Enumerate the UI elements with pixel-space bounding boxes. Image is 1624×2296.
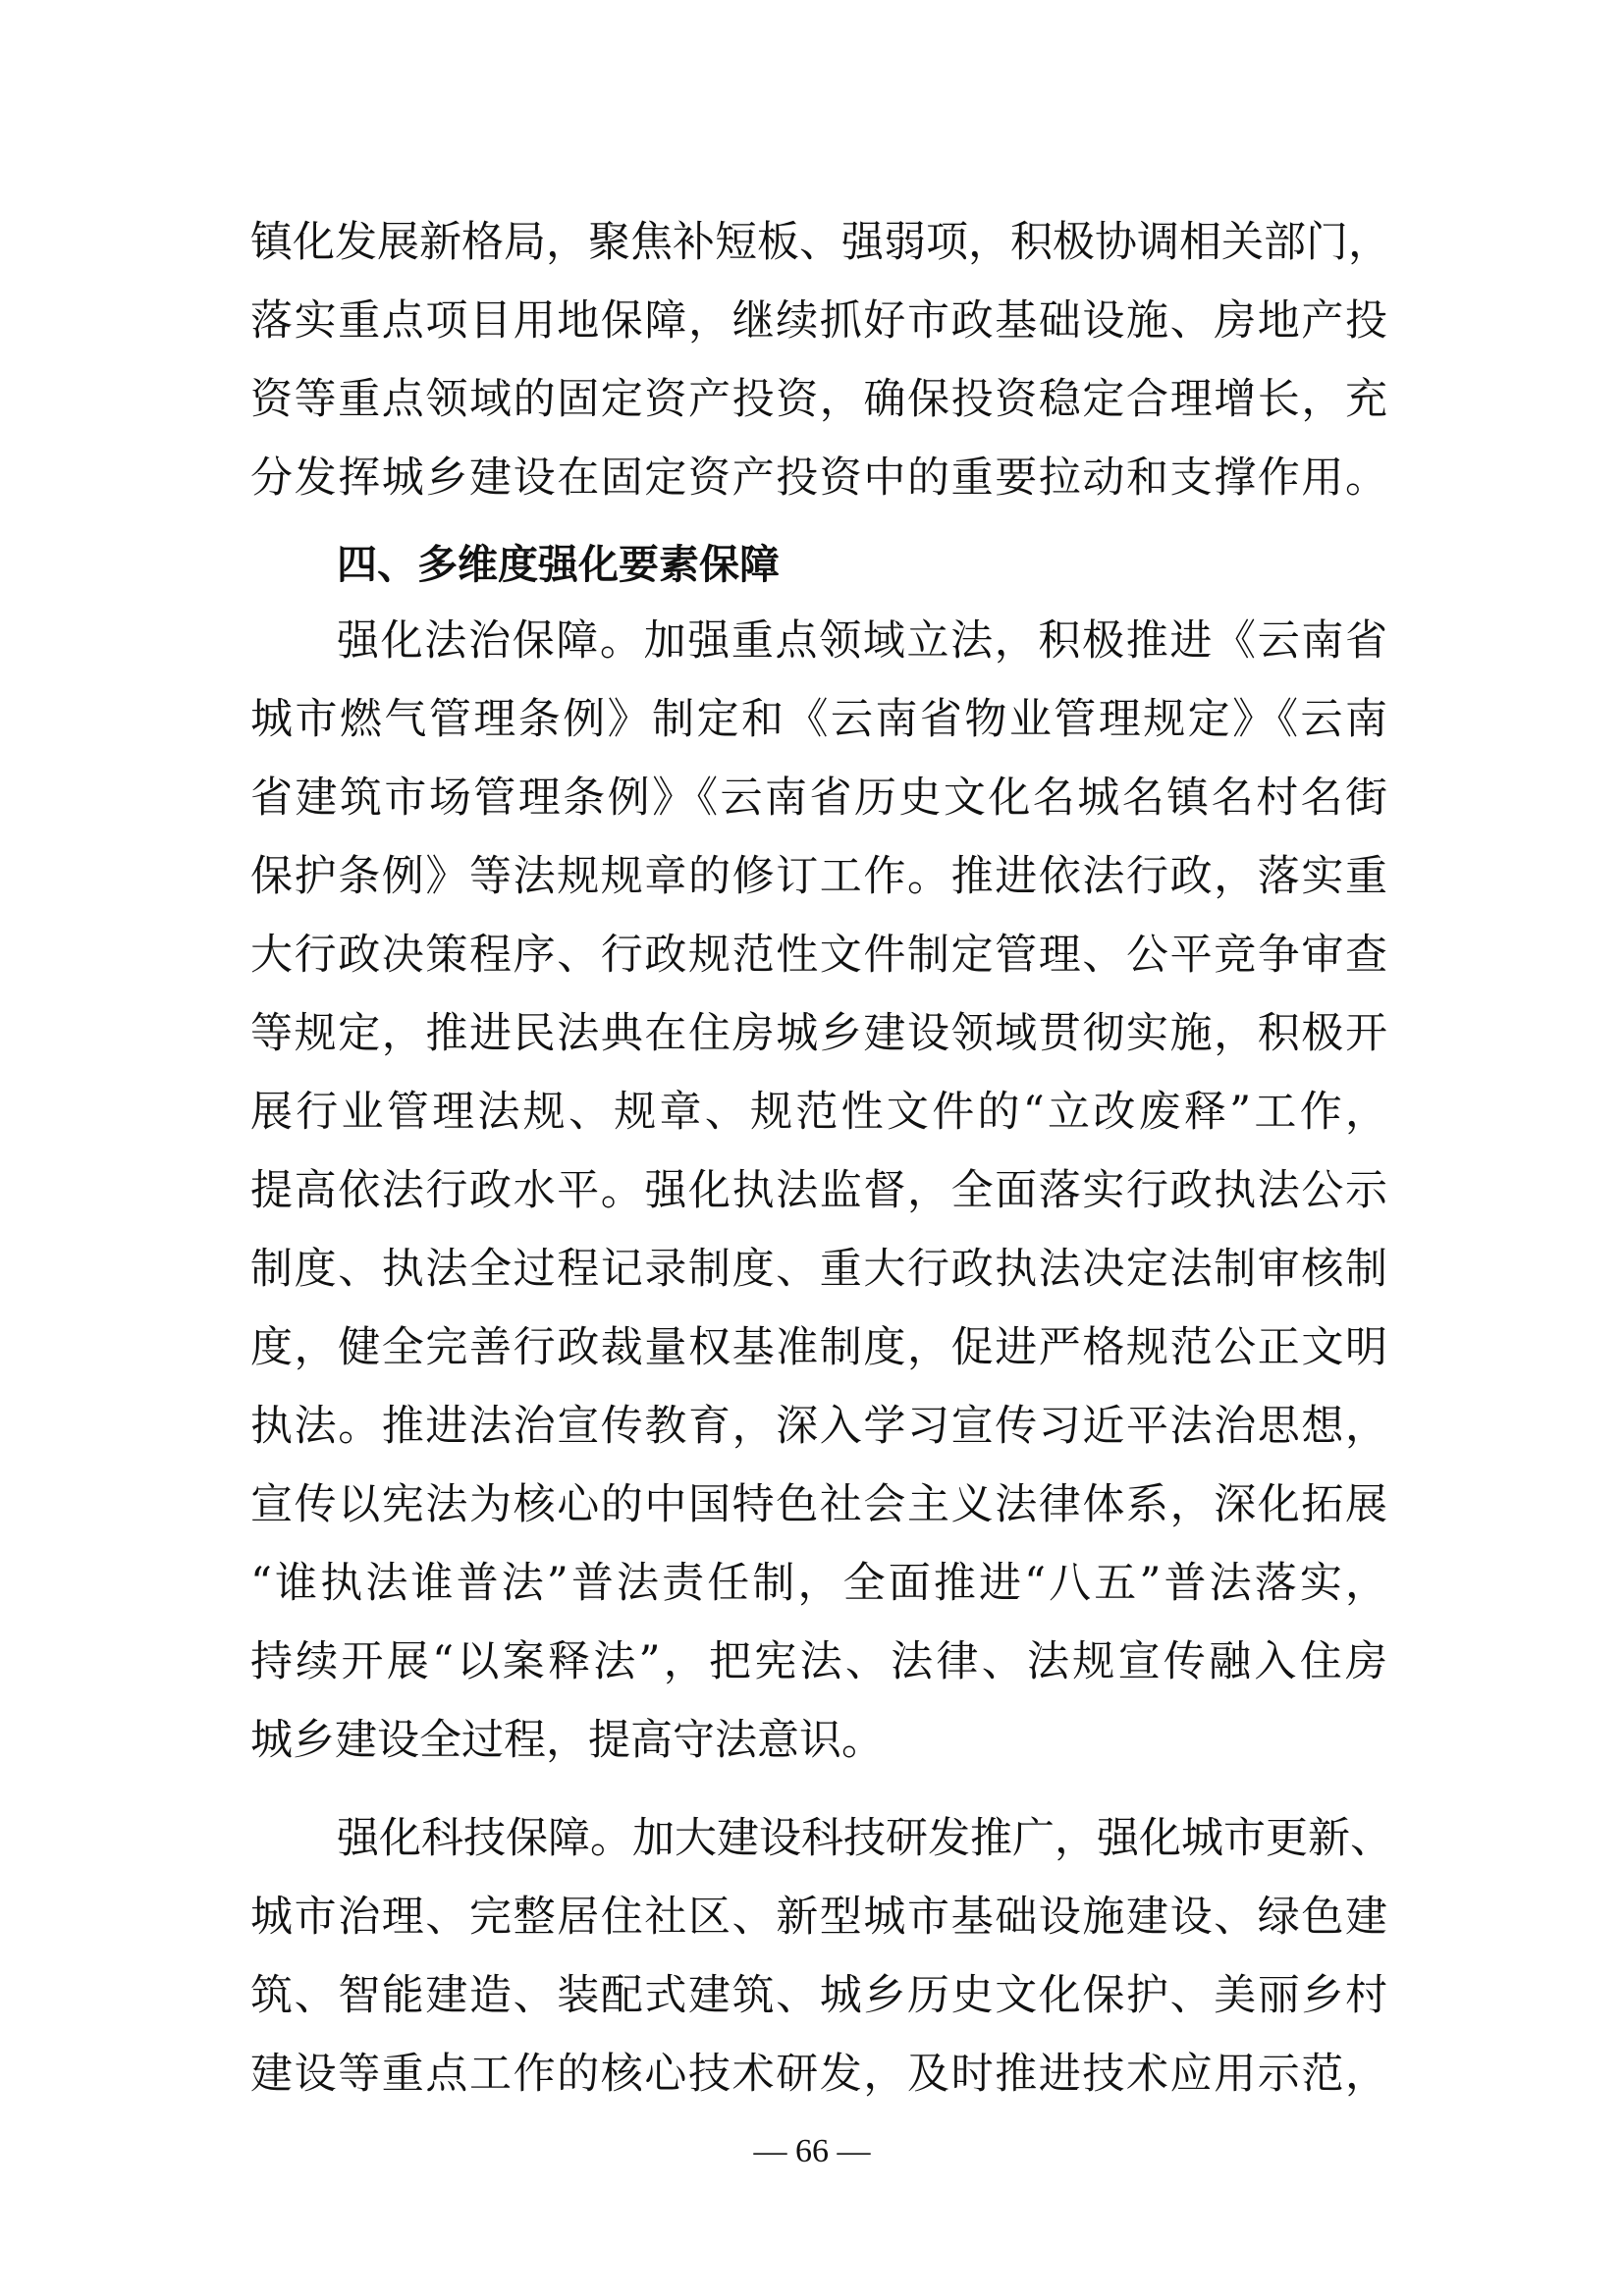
paragraph-line: 等规定，推进民法典在住房城乡建设领域贯彻实施，积极开 bbox=[250, 1009, 1387, 1058]
paragraph-line: 强化科技保障。加大建设科技研发推广，强化城市更新、 bbox=[337, 1814, 1392, 1863]
body-text-line: 落实重点项目用地保障，继续抓好市政基础设施、房地产投 bbox=[250, 296, 1387, 346]
paragraph-line: “谁执法谁普法”普法责任制，全面推进“八五”普法落实， bbox=[250, 1559, 1387, 1608]
paragraph-line: 城市治理、完整居住社区、新型城市基础设施建设、绿色建 bbox=[250, 1893, 1387, 1942]
paragraph-line: 城乡建设全过程，提高守法意识。 bbox=[250, 1716, 884, 1765]
paragraph-line: 省建筑市场管理条例》《云南省历史文化名城名镇名村名街 bbox=[250, 774, 1387, 823]
paragraph-line: 强化法治保障。加强重点领域立法，积极推进《云南省 bbox=[337, 616, 1387, 666]
body-text-line: 分发挥城乡建设在固定资产投资中的重要拉动和支撑作用。 bbox=[250, 454, 1387, 503]
paragraph-line: 筑、智能建造、装配式建筑、城乡历史文化保护、美丽乡村 bbox=[250, 1971, 1387, 2020]
paragraph-line: 城市燃气管理条例》制定和《云南省物业管理规定》《云南 bbox=[250, 695, 1387, 744]
paragraph-line: 展行业管理法规、规章、规范性文件的“立改废释”工作， bbox=[250, 1088, 1387, 1137]
body-text-line: 镇化发展新格局，聚焦补短板、强弱项，积极协调相关部门， bbox=[250, 218, 1390, 267]
paragraph-line: 保护条例》等法规规章的修订工作。推进依法行政，落实重 bbox=[250, 852, 1387, 901]
body-text-line: 资等重点领域的固定资产投资，确保投资稳定合理增长，充 bbox=[250, 375, 1387, 424]
paragraph-line: 度，健全完善行政裁量权基准制度，促进严格规范公正文明 bbox=[250, 1323, 1387, 1372]
paragraph-line: 宣传以宪法为核心的中国特色社会主义法律体系，深化拓展 bbox=[250, 1480, 1387, 1529]
paragraph-line: 提高依法行政水平。强化执法监督，全面落实行政执法公示 bbox=[250, 1166, 1387, 1215]
paragraph-line: 制度、执法全过程记录制度、重大行政执法决定法制审核制 bbox=[250, 1245, 1387, 1294]
paragraph-line: 执法。推进法治宣传教育，深入学习宣传习近平法治思想， bbox=[250, 1402, 1387, 1451]
page-number: — 66 — bbox=[753, 2133, 871, 2169]
paragraph-line: 大行政决策程序、行政规范性文件制定管理、公平竞争审查 bbox=[250, 931, 1387, 980]
paragraph-line: 持续开展“以案释法”，把宪法、法律、法规宣传融入住房 bbox=[250, 1637, 1387, 1686]
paragraph-line: 建设等重点工作的核心技术研发，及时推进技术应用示范， bbox=[250, 2050, 1387, 2099]
section-heading: 四、多维度强化要素保障 bbox=[337, 541, 780, 588]
